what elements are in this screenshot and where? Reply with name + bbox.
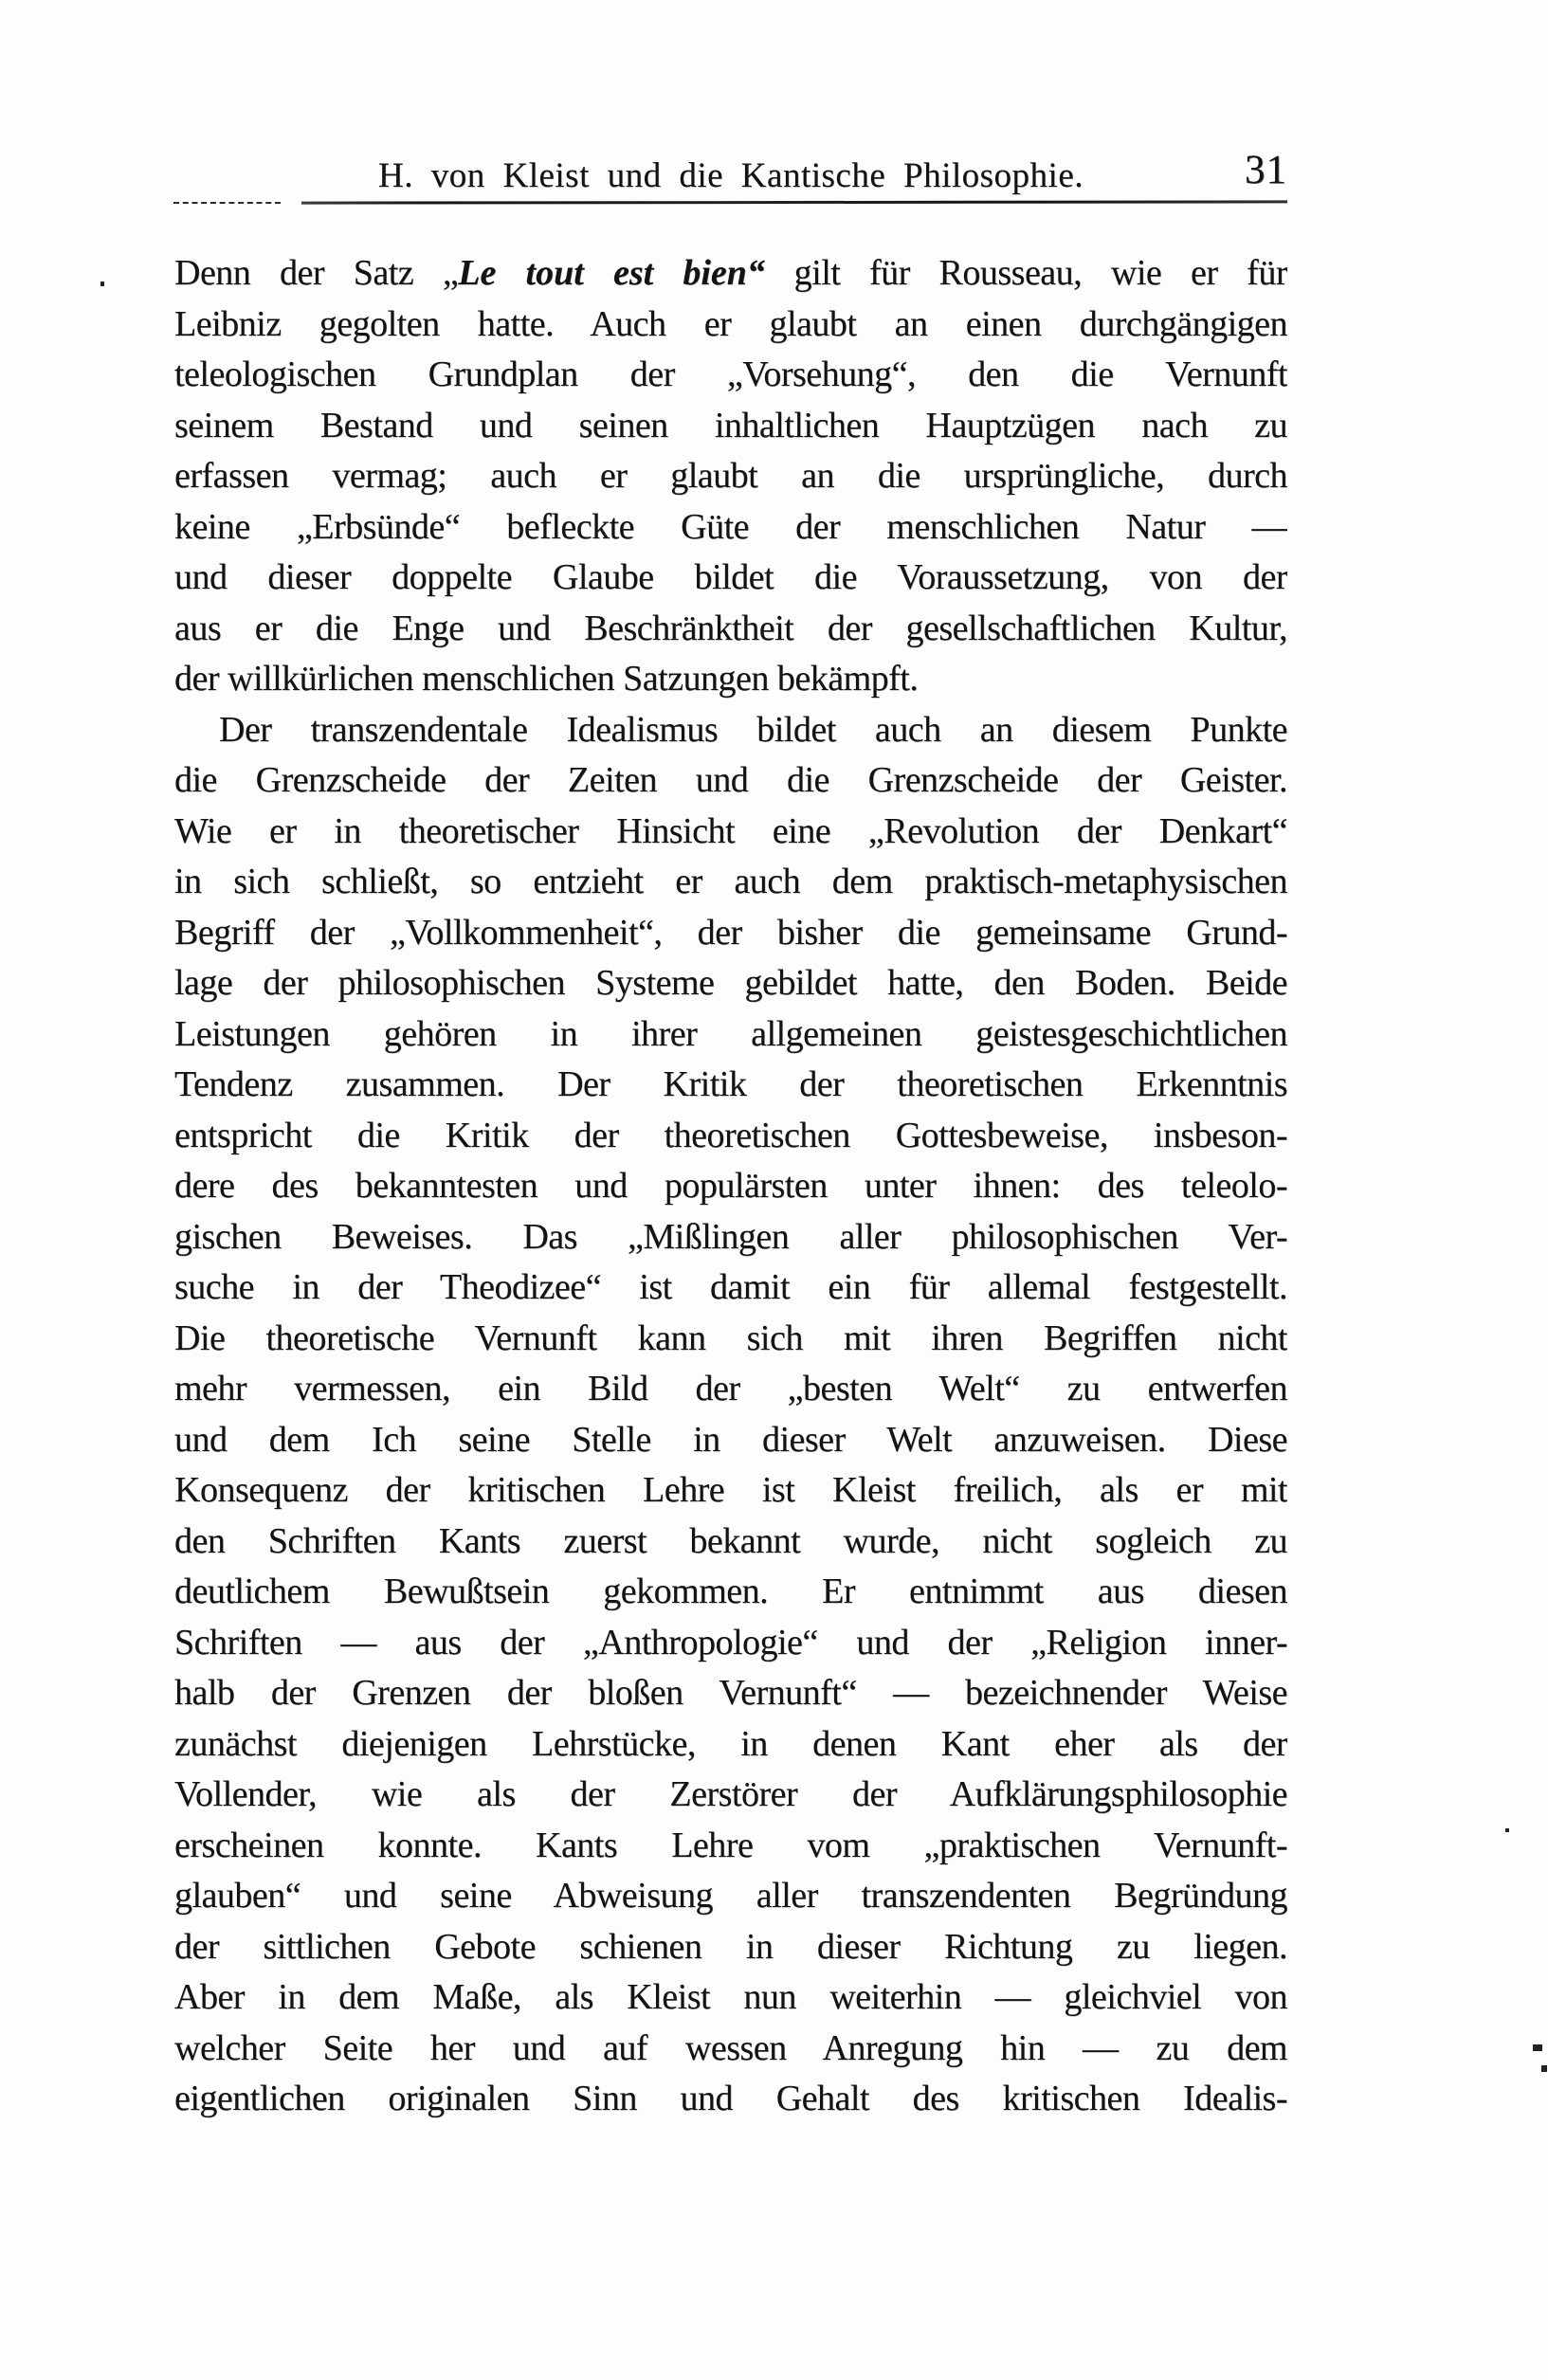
header-rule	[301, 200, 1287, 204]
text-segment: Begriff der „Vollkommenheit“, der bisher die gemeinsame Grund-	[174, 912, 1287, 953]
running-head	[174, 148, 1287, 199]
text-segment: entspricht die Kritik der theoretischen Gottesbeweise, insbeson-	[174, 1115, 1287, 1155]
text-segment: der sittlichen Gebote schienen in dieser Richtung zu liegen.	[174, 1926, 1287, 1967]
text-segment: glauben“ und seine Abweisung aller transzendenten Begründung	[174, 1876, 1287, 1916]
page-number: 31	[1245, 148, 1287, 192]
text-segment: halb der Grenzen der bloßen Vernunft“ — bezeichnender Weise	[174, 1673, 1287, 1713]
text-line	[174, 350, 1287, 401]
scan-speck	[1541, 2065, 1547, 2072]
page-title: H. von Kleist und die Kantische Philosophie.	[378, 156, 1084, 195]
text-line	[174, 1668, 1287, 1719]
text-line	[174, 1567, 1287, 1618]
text-segment: die Grenzscheide der Zeiten und die Grenzscheide der Geister.	[174, 760, 1287, 800]
text-line	[174, 2074, 1287, 2125]
text-segment: erfassen vermag; auch er glaubt an die ursprüngliche, durch	[174, 456, 1287, 496]
text-segment: Wie er in theoretischer Hinsicht eine „Revolution der Denkart“	[174, 810, 1287, 851]
text-line	[174, 1212, 1287, 1263]
text-segment: teleologischen Grundplan der „Vorsehung“, den die Vernunft	[174, 354, 1287, 394]
text-line	[174, 1060, 1287, 1111]
text-segment: eigentlichen originalen Sinn und Gehalt des kritischen Idealis-	[174, 2079, 1287, 2118]
text-line	[174, 1415, 1287, 1466]
text-line	[174, 1719, 1287, 1771]
text-line	[174, 401, 1287, 452]
text-line	[174, 705, 1287, 756]
text-segment: Denn der Satz „	[174, 253, 459, 293]
emphasized-text: Le tout est bien“	[458, 253, 765, 293]
text-segment: und dieser doppelte Glaube bildet die Voraussetzung, von der	[174, 557, 1287, 597]
text-line	[174, 1871, 1287, 1922]
scan-speck	[100, 282, 104, 286]
text-segment: seinem Bestand und seinen inhaltlichen Hauptzügen nach zu	[174, 405, 1287, 445]
text-line	[174, 248, 1287, 300]
text-line	[174, 1263, 1287, 1314]
text-segment: den Schriften Kants zuerst bekannt wurde, nicht sogleich zu	[174, 1520, 1287, 1561]
text-segment: Tendenz zusammen. Der Kritik der theoretischen Erkenntnis	[174, 1064, 1287, 1104]
text-segment: in sich schließt, so entzieht er auch dem praktisch-metaphysischen	[174, 862, 1287, 901]
text-line	[174, 1821, 1287, 1872]
text-line	[174, 1009, 1287, 1061]
text-line	[174, 1364, 1287, 1415]
text-segment: und dem Ich seine Stelle in dieser Welt anzuweisen. Diese	[174, 1419, 1287, 1460]
text-segment: aus er die Enge und Beschränktheit der gesellschaftlichen Kultur,	[174, 608, 1287, 648]
text-segment: Leibniz gegolten hatte. Auch er glaubt an einen durchgängigen	[174, 303, 1287, 344]
text-line	[174, 2024, 1287, 2075]
text-segment: erscheinen konnte. Kants Lehre vom „praktischen Vernunft-	[174, 1825, 1287, 1865]
scan-speck	[1505, 1828, 1509, 1832]
text-segment: dere des bekanntesten und populärsten unter ihnen: des teleolo-	[174, 1166, 1287, 1206]
text-line	[174, 958, 1287, 1009]
text-segment: gischen Beweises. Das „Mißlingen aller philosophischen Ver-	[174, 1216, 1287, 1257]
text-line	[174, 1465, 1287, 1517]
text-segment: keine „Erbsünde“ befleckte Güte der menschlichen Natur —	[174, 506, 1287, 547]
text-segment: Schriften — aus der „Anthropologie“ und der „Religion inner-	[174, 1622, 1287, 1662]
header-rule-left-segment	[173, 202, 281, 204]
text-segment: zunächst diejenigen Lehrstücke, in denen Kant eher als der	[174, 1723, 1287, 1764]
text-line	[174, 807, 1287, 858]
text-segment: gilt für Rousseau, wie er für	[764, 253, 1287, 293]
text-line	[174, 1972, 1287, 2024]
text-line	[174, 755, 1287, 807]
text-line	[174, 451, 1287, 502]
text-segment: deutlichem Bewußtsein gekommen. Er entnimmt aus diesen	[174, 1572, 1287, 1611]
text-line	[174, 1618, 1287, 1669]
text-line	[174, 502, 1287, 554]
text-line	[174, 1517, 1287, 1568]
text-block	[174, 248, 1287, 2125]
text-segment: Der transzendentale Idealismus bildet auch an diesem Punkte	[219, 709, 1287, 750]
text-segment: Vollender, wie als der Zerstörer der Aufklärungsphilosophie	[174, 1774, 1287, 1814]
text-line	[174, 1770, 1287, 1821]
text-line	[174, 300, 1287, 351]
text-segment: Die theoretische Vernunft kann sich mit ihren Begriffen nicht	[174, 1317, 1287, 1358]
text-segment: Aber in dem Maße, als Kleist nun weiterhin — gleichviel von	[174, 1977, 1287, 2017]
text-segment: mehr vermessen, ein Bild der „besten Welt“ zu entwerfen	[174, 1369, 1287, 1408]
text-segment: Leistungen gehören in ihrer allgemeinen geistesgeschichtlichen	[174, 1013, 1287, 1054]
text-segment: der willkürlichen menschlichen Satzungen bekämpft.	[174, 659, 919, 699]
text-line	[174, 1111, 1287, 1162]
scan-speck	[1533, 2044, 1542, 2051]
text-segment: lage der philosophischen Systeme gebildet hatte, den Boden. Beide	[174, 963, 1287, 1003]
text-line	[174, 1314, 1287, 1365]
text-line	[174, 857, 1287, 908]
text-line	[174, 1161, 1287, 1212]
text-segment: Konsequenz der kritischen Lehre ist Kleist freilich, als er mit	[174, 1470, 1287, 1510]
text-line	[174, 908, 1287, 959]
text-segment: suche in der Theodizee“ ist damit ein für allemal festgestellt.	[174, 1267, 1287, 1307]
text-line	[174, 604, 1287, 655]
text-line	[174, 654, 1287, 705]
text-segment: welcher Seite her und auf wessen Anregung hin — zu dem	[174, 2027, 1287, 2068]
text-line	[174, 1922, 1287, 1973]
text-line	[174, 553, 1287, 604]
